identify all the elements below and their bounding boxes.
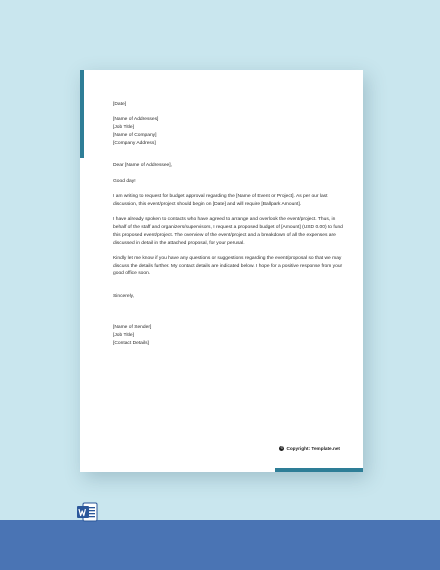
bottom-accent-bar [275,468,363,472]
word-icon [76,501,98,523]
sender-job-title: [Job Title] [113,332,134,338]
sender-contact: [Contact Details] [113,340,149,346]
copyright-notice [279,446,340,451]
recipient-job-title: [Job Title] [113,125,134,131]
salutation: Dear [Name of Addressee], [113,163,172,169]
sender-name: [Name of Sender] [113,325,152,331]
recipient-company: [Name of Company] [113,132,157,138]
left-accent-bar [80,70,84,158]
body-paragraph: I am writing to request for budget approval regarding the [Name of Event or Project]. As per our last discussion, this event/project should begin on [Date] and will require [Ballpark Amount]. [113,194,328,207]
recipient-name: [Name of Addresses] [113,117,159,123]
letter-content [113,101,345,347]
recipient-address: [Company Address] [113,140,156,146]
recipient-block [113,116,345,147]
bottom-band [0,520,440,570]
greeting: Good day! [113,178,136,184]
copyright-text: Copyright: Template.net [286,446,340,451]
body-paragraph: I have already spoken to contacts who have agreed to arrange and overlook the event/project. Thus, in behalf of the staff and organizers/supervisors, I request a proposed budget of [Amount] (USD 0.00) to fund this proposed event/project. The overview of the event/project and a breakdown of all the expenses are discussed in detail in the attached proposal, for your perusal. [113,217,343,246]
closing: Sincerely, [113,294,135,300]
copyright-icon: © [280,446,284,450]
sender-block [113,324,345,347]
letter-page [80,70,363,472]
letter-date: [Date] [113,102,127,107]
body-paragraph: Kindly let me know if you have any questions or suggestions regarding the event/proposal so that we may discuss the details further. My contact details are indicated below. I hope for a positive response from your good office soon. [113,255,343,277]
